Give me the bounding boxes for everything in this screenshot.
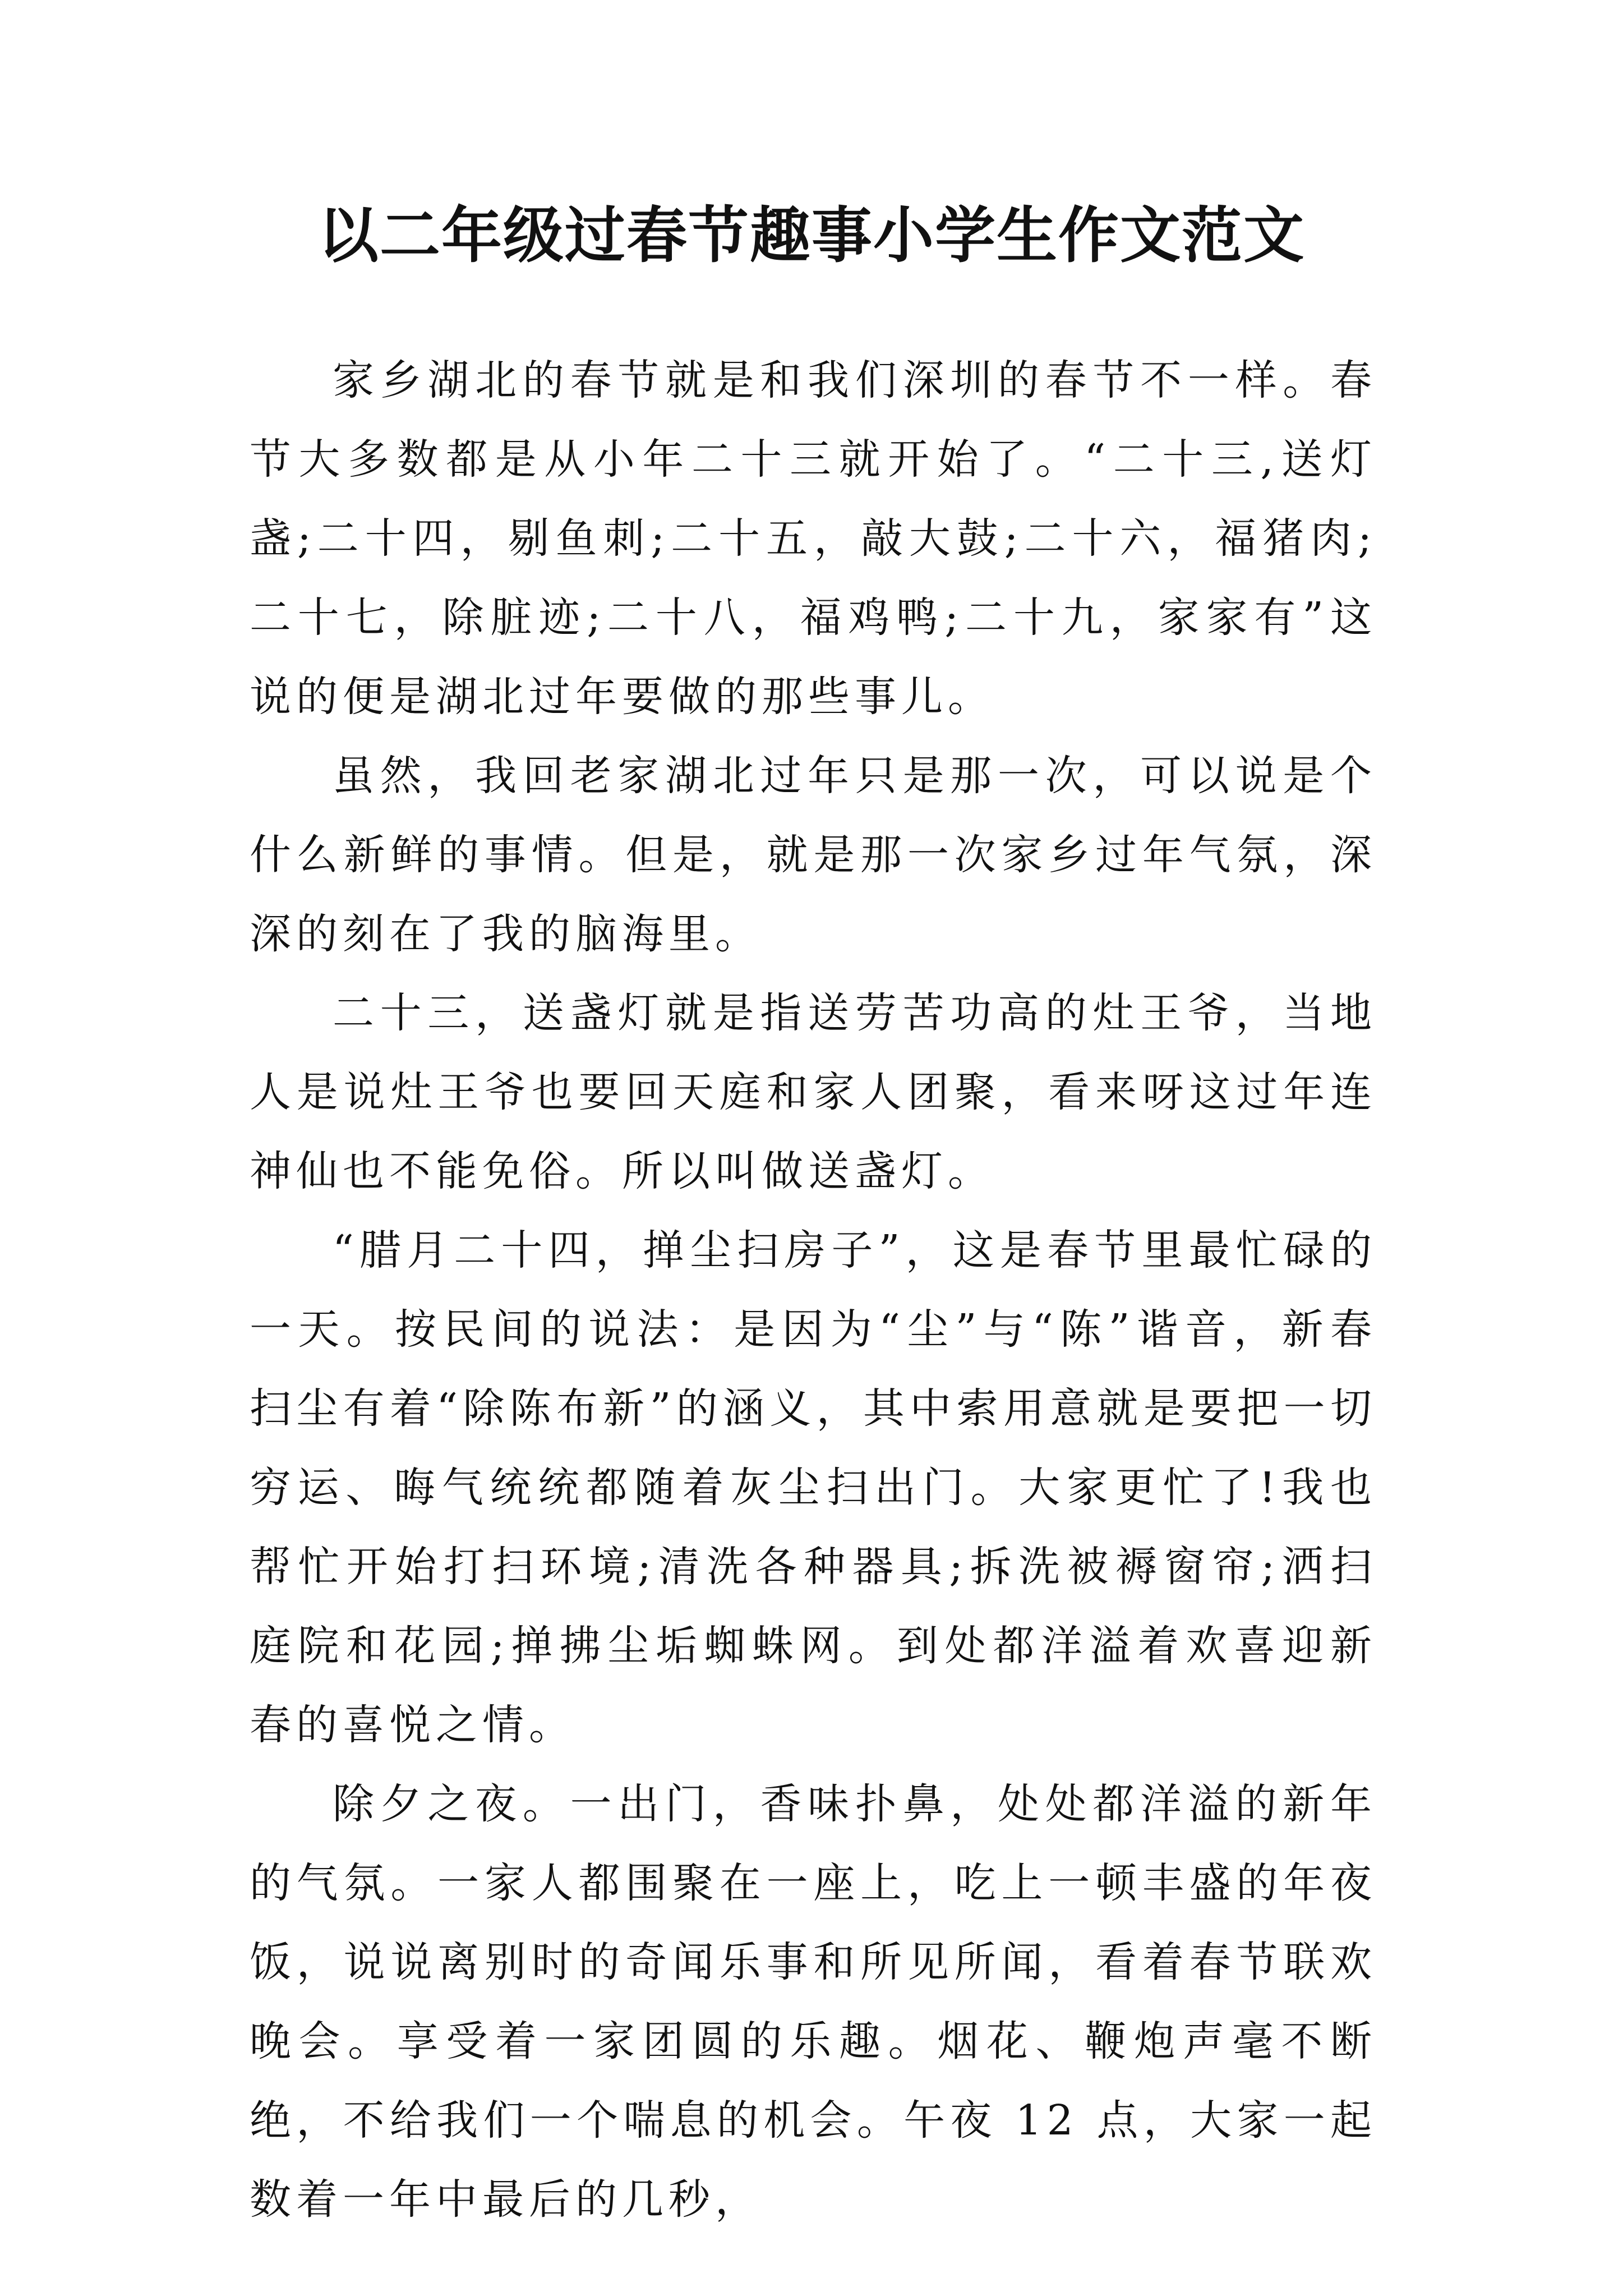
paragraph: 家乡湖北的春节就是和我们深圳的春节不一样。春节大多数都是从小年二十三就开始了。“二十三,送灯盏;二十四，剔鱼刺;二十五，敲大鼓;二十六，福猪肉;二十七，除脏迹;二十八，福鸡鸭;二十九，家家有”这说的便是湖北过年要做的那些事儿。 [250,356,1377,721]
paragraph: 虽然，我回老家湖北过年只是那一次，可以说是个什么新鲜的事情。但是，就是那一次家乡过年气氛，深深的刻在了我的脑海里。 [250,752,1377,958]
document-title: 以二年级过春节趣事小学生作文范文 [317,200,1305,271]
paragraph: “腊月二十四，掸尘扫房子”，这是春节里最忙碌的一天。按民间的说法：是因为“尘”与“陈”谐音，新春扫尘有着“除陈布新”的涵义，其中索用意就是要把一切穷运、晦气统统都随着灰尘扫出门。大家更忙了!我也帮忙开始打扫环境;清洗各种器具;拆洗被褥窗帘;洒扫庭院和花园;掸拂尘垢蜘蛛网。到处都洋溢着欢喜迎新春的喜悦之情。 [250,1226,1377,1749]
document-body [250,341,1377,2239]
paragraph: 除夕之夜。一出门，香味扑鼻，处处都洋溢的新年的气氛。一家人都围聚在一座上，吃上一顿丰盛的年夜饭，说说离别时的奇闻乐事和所见所闻，看着春节联欢晚会。享受着一家团圆的乐趣。烟花、鞭炮声毫不断绝，不给我们一个喘息的机会。午夜 12 点，大家一起数着一年中最后的几秒， [250,1780,1377,2224]
paragraph: 二十三，送盏灯就是指送劳苦功高的灶王爷，当地人是说灶王爷也要回天庭和家人团聚，看来呀这过年连神仙也不能免俗。所以叫做送盏灯。 [250,989,1377,1195]
